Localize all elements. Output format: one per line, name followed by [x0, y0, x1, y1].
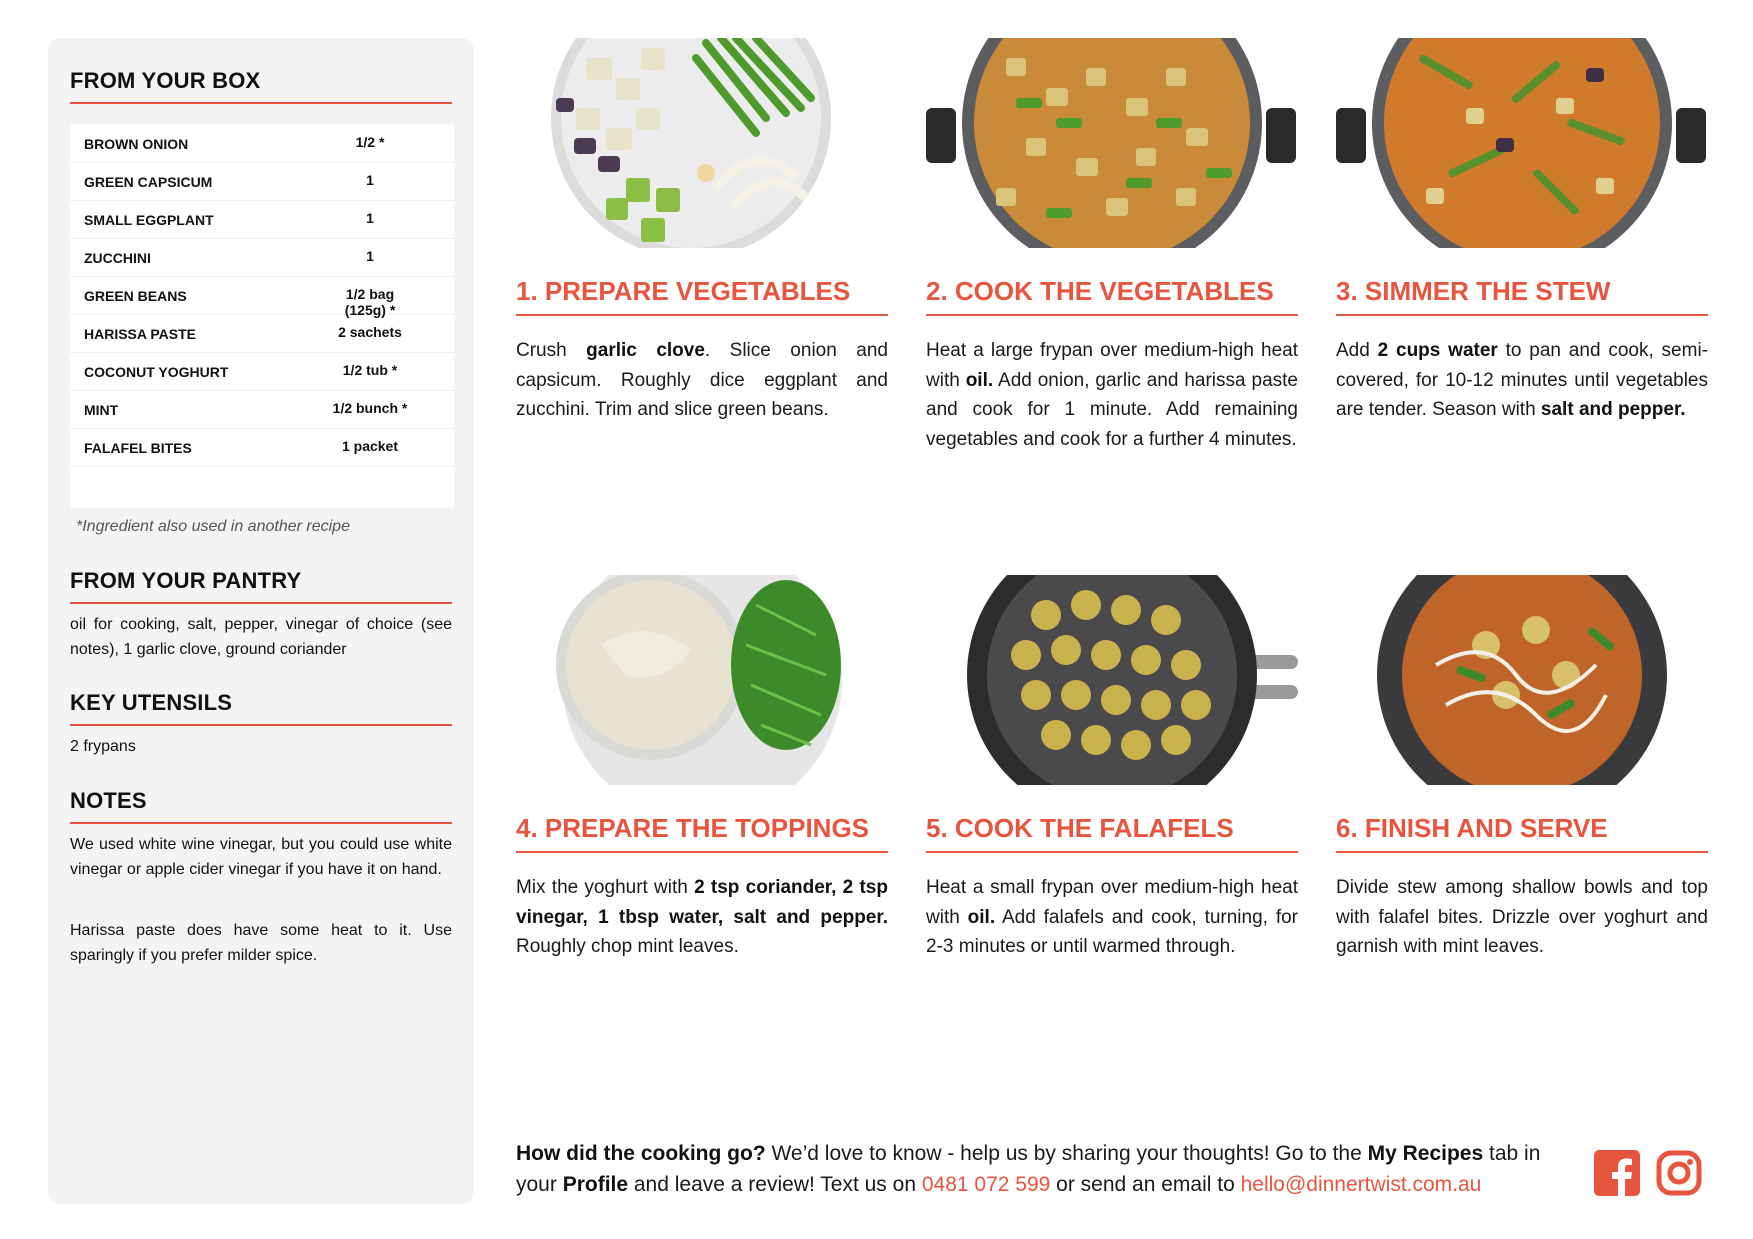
- step-6-photo: [1336, 575, 1708, 785]
- step-2-photo: [926, 38, 1298, 248]
- ingredient-footnote: *Ingredient also used in another recipe: [76, 518, 350, 535]
- notes-paragraph: Harissa paste does have some heat to it. Use sparingly if you prefer milder spice.: [70, 922, 452, 964]
- ingredient-qty: 1/2 tub *: [342, 362, 398, 378]
- step-text-part: Add: [1336, 340, 1378, 361]
- table-row: [70, 352, 454, 391]
- step-1-text: [516, 336, 888, 425]
- step-3-photo: [1336, 38, 1708, 248]
- footer-my-recipes: My Recipes: [1367, 1142, 1484, 1165]
- ingredient-name: FALAFEL BITES: [84, 440, 192, 456]
- key-utensils-heading: KEY UTENSILS: [70, 690, 452, 726]
- step-4-title: 4. PREPARE THE TOPPINGS: [516, 813, 888, 853]
- facebook-icon[interactable]: [1594, 1150, 1642, 1198]
- step-6-title: 6. FINISH AND SERVE: [1336, 813, 1708, 853]
- step-text-part: Divide stew among shallow bowls and top with falafel bites. Drizzle over yoghurt and garnish with mint leaves.: [1336, 877, 1708, 957]
- step-text-bold: oil.: [965, 369, 994, 391]
- ingredient-name: HARISSA PASTE: [84, 326, 197, 342]
- step-text-part: Add falafels and cook, turning, for 2-3 minutes or until warmed through.: [926, 906, 1298, 957]
- step-4-text: [516, 873, 888, 962]
- step-text-part: to pan and cook, semi-covered, for 10-12 minutes until vegetables are tender. Season with: [1336, 340, 1708, 420]
- footer-question: How did the cooking go?: [516, 1142, 766, 1165]
- step-3-title: 3. SIMMER THE STEW: [1336, 276, 1708, 316]
- utensils-text: 2 frypans: [70, 738, 136, 755]
- ingredient-name: SMALL EGGPLANT: [84, 212, 214, 228]
- ingredient-name: BROWN ONION: [84, 136, 189, 152]
- step-2: [926, 38, 1298, 488]
- ingredient-qty: 2 sachets: [338, 324, 402, 340]
- step-1: [516, 38, 888, 488]
- step-text-bold: garlic clove: [586, 340, 705, 361]
- step-1-photo: [516, 38, 888, 248]
- table-row: [70, 390, 454, 429]
- ingredient-name: COCONUT YOGHURT: [84, 364, 229, 380]
- ingredient-qty: 1/2 *: [355, 134, 385, 150]
- footer-phone-link[interactable]: 0481 072 599: [921, 1173, 1051, 1196]
- ingredient-name: GREEN CAPSICUM: [84, 174, 213, 190]
- instagram-icon[interactable]: [1656, 1150, 1704, 1198]
- notes-heading: NOTES: [70, 788, 452, 824]
- step-text-bold: salt and pepper.: [1540, 399, 1686, 420]
- from-your-pantry-heading: FROM YOUR PANTRY: [70, 568, 452, 604]
- step-5-photo: [926, 575, 1298, 785]
- table-row: [70, 428, 454, 467]
- step-text-bold: oil.: [967, 906, 996, 928]
- step-4-photo: [516, 575, 888, 785]
- footer-profile: Profile: [562, 1173, 629, 1196]
- table-row: [70, 162, 454, 201]
- step-text-part: Heat a large frypan over medium-high heat with: [926, 340, 1298, 391]
- step-text-part: Crush: [516, 340, 587, 361]
- footer-text: and leave a review! Text us on: [628, 1173, 922, 1196]
- step-text-part: Mix the yoghurt with: [516, 877, 695, 898]
- ingredient-name: ZUCCHINI: [84, 250, 151, 266]
- ingredients-table: [70, 124, 454, 508]
- ingredients-sidebar: [48, 38, 474, 1204]
- ingredient-qty: 1: [366, 248, 374, 264]
- step-5-title: 5. COOK THE FALAFELS: [926, 813, 1298, 853]
- footer-text: We’d love to know - help us by sharing your thoughts! Go to the: [765, 1142, 1368, 1165]
- notes-paragraph: We used white wine vinegar, but you could use white vinegar or apple cider vinegar if you have it on hand.: [70, 836, 452, 878]
- ingredient-name: MINT: [84, 402, 119, 418]
- step-6: [1336, 575, 1708, 995]
- step-6-text: [1336, 873, 1708, 962]
- step-text-part: Roughly chop mint leaves.: [516, 936, 739, 957]
- ingredient-qty: 1 packet: [341, 438, 399, 454]
- ingredient-qty: 1: [366, 172, 374, 188]
- step-text-part: . Slice onion and capsicum. Roughly dice eggplant and zucchini. Trim and slice green beans.: [516, 340, 888, 420]
- step-text-bold: 2 tsp coriander, 2 tsp vinegar, 1 tbsp water, salt and pepper.: [516, 877, 888, 928]
- step-text-part: Heat a small frypan over medium-high heat with: [926, 877, 1298, 928]
- pantry-text: oil for cooking, salt, pepper, vinegar of choice (see notes), 1 garlic clove, ground coriander: [70, 616, 452, 658]
- footer-text: or send an email to: [1050, 1173, 1241, 1196]
- table-row: [70, 238, 454, 277]
- ingredient-qty: 1/2 bunch *: [332, 400, 408, 416]
- step-2-text: [926, 336, 1298, 454]
- feedback-footer: [516, 1138, 1576, 1200]
- table-row: [70, 200, 454, 239]
- table-row: [70, 276, 454, 318]
- footer-text: tab in your: [516, 1142, 1541, 1196]
- footer-email-link[interactable]: hello@dinnertwist.com.au: [1240, 1173, 1482, 1196]
- step-5: [926, 575, 1298, 995]
- ingredient-name: GREEN BEANS: [84, 288, 187, 304]
- step-4: [516, 575, 888, 995]
- step-3: [1336, 38, 1708, 488]
- step-5-text: [926, 873, 1298, 962]
- from-your-box-heading: FROM YOUR BOX: [70, 68, 452, 104]
- step-text-part: Add onion, garlic and harissa paste and cook for 1 minute. Add remaining vegetables and cook for a further 4 minutes.: [926, 369, 1298, 450]
- step-text-bold: 2 cups water: [1377, 340, 1498, 361]
- step-3-text: [1336, 336, 1708, 425]
- ingredient-qty: 1/2 bag (125g) *: [344, 286, 396, 318]
- ingredient-qty: 1: [366, 210, 374, 226]
- table-row: [70, 124, 454, 163]
- step-1-title: 1. PREPARE VEGETABLES: [516, 276, 888, 316]
- table-row: [70, 314, 454, 353]
- step-2-title: 2. COOK THE VEGETABLES: [926, 276, 1298, 316]
